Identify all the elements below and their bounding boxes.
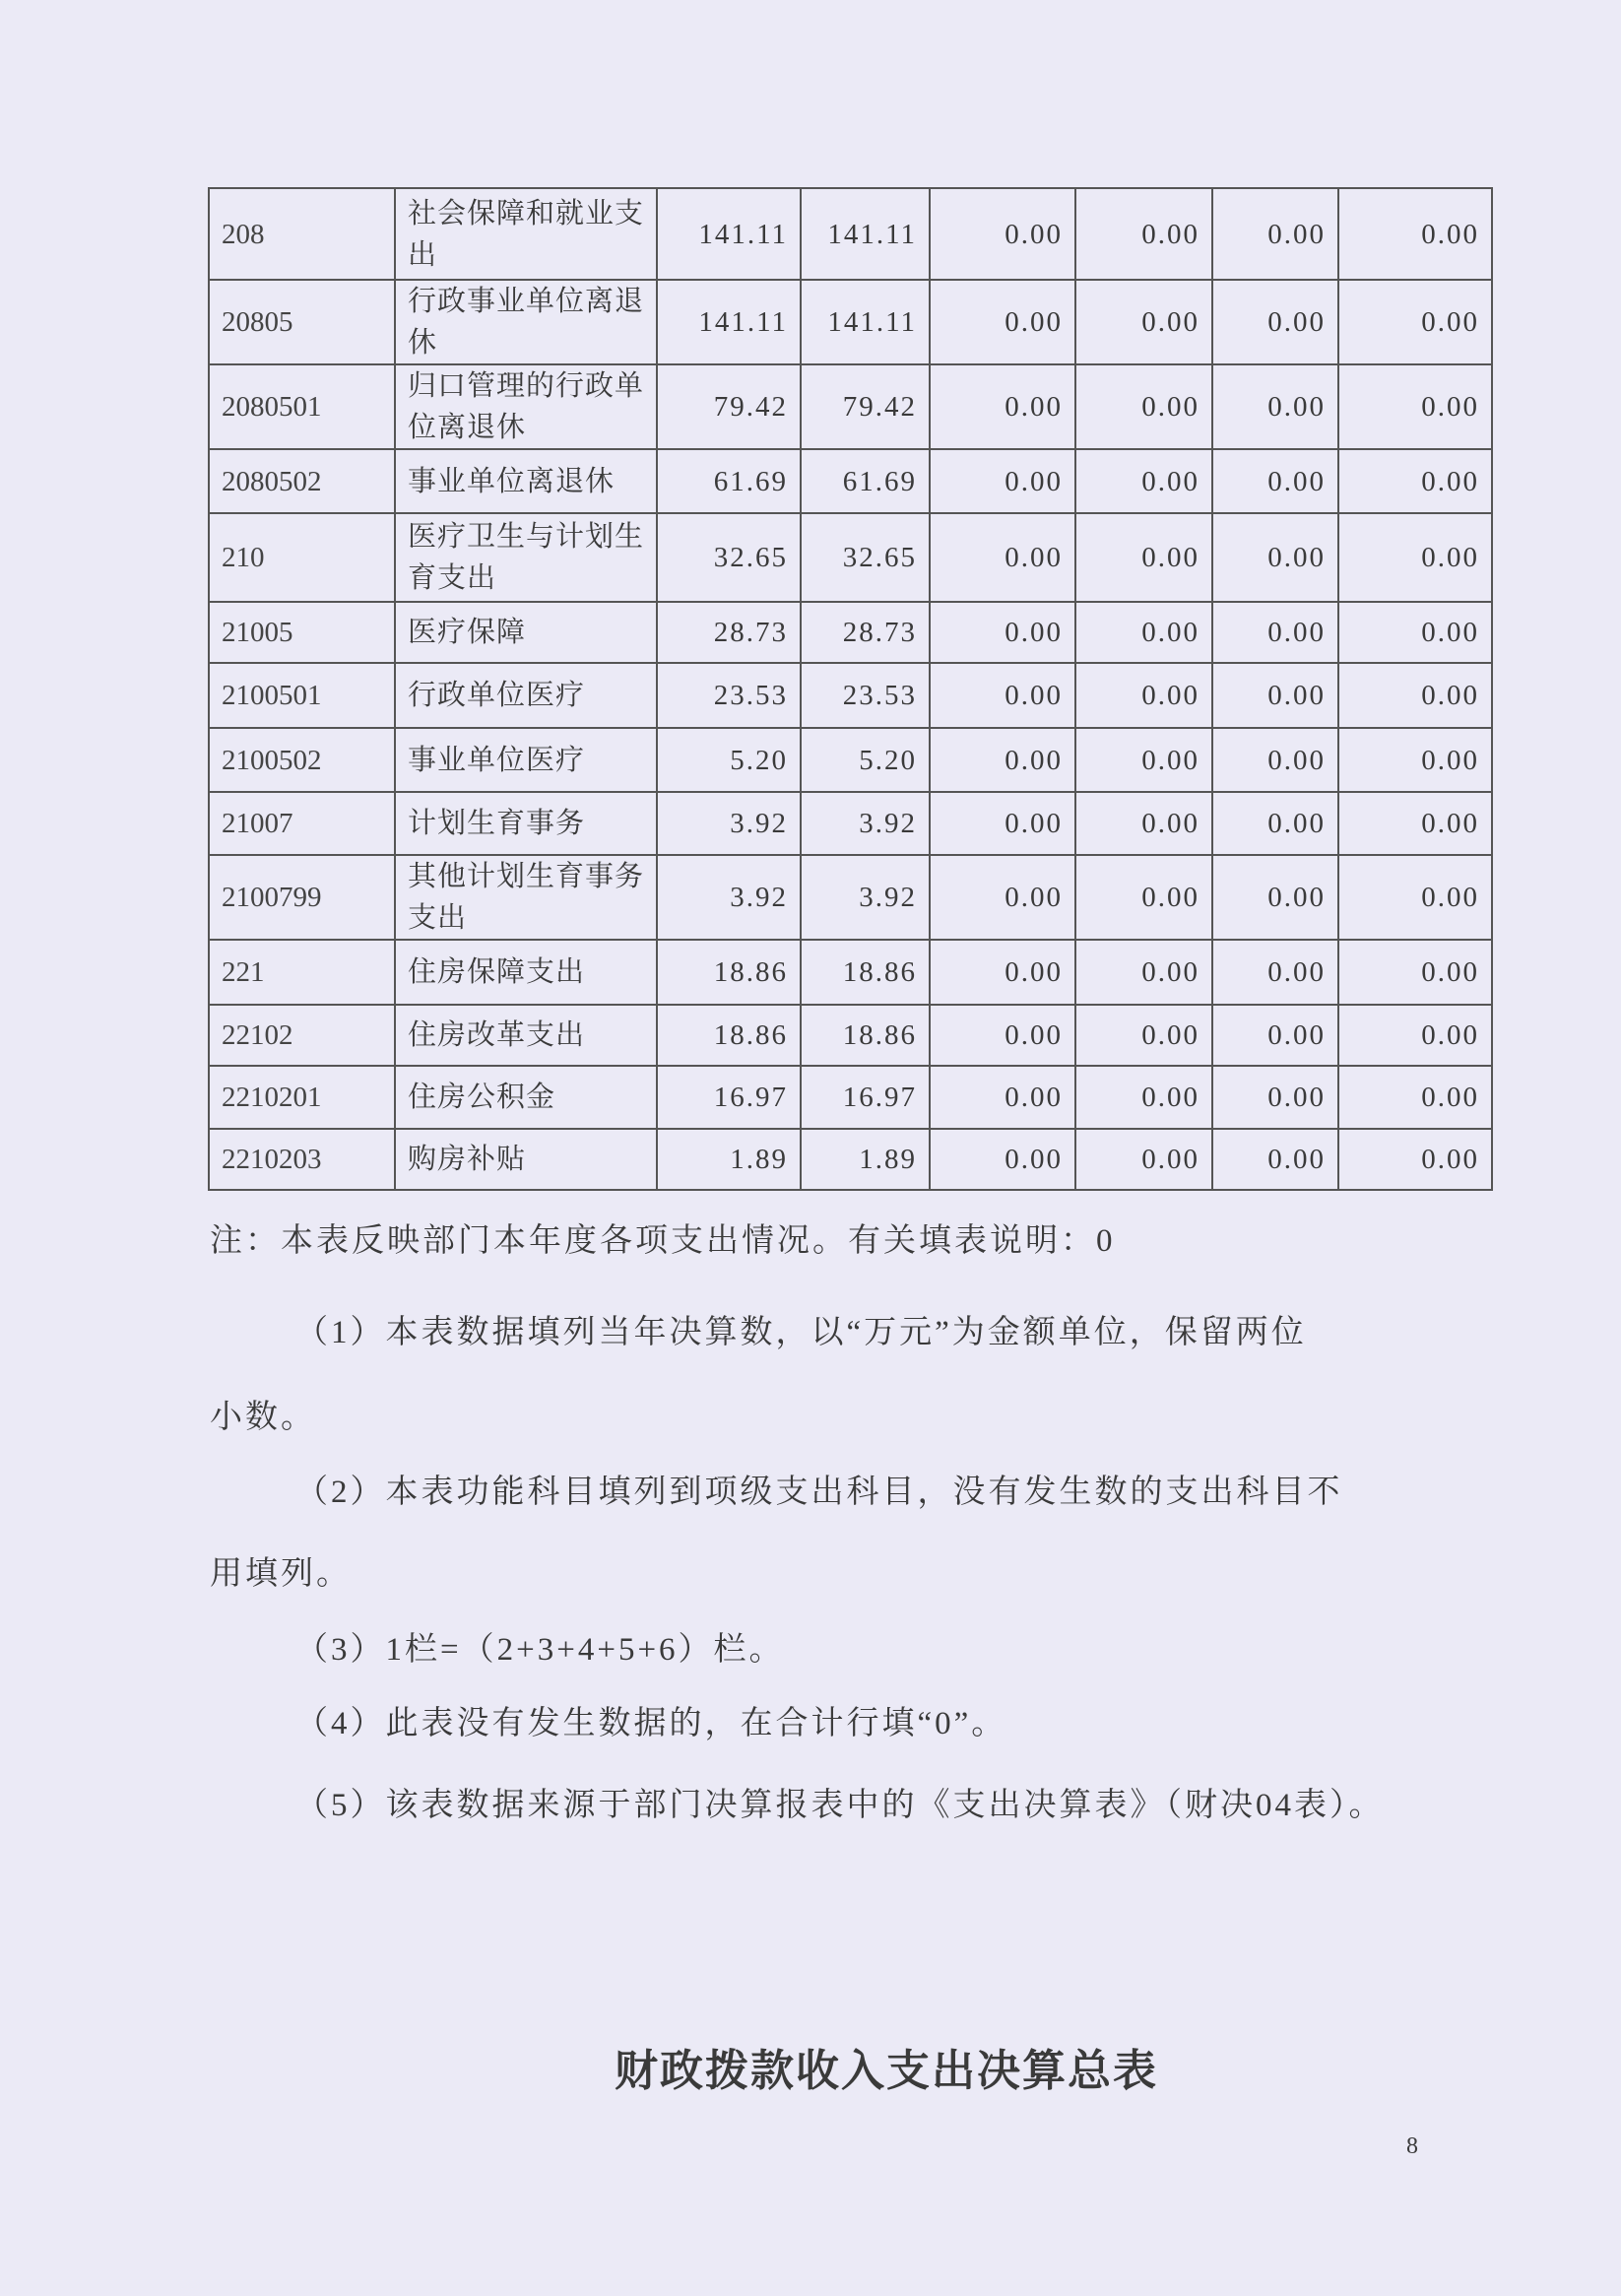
table-row — [209, 1005, 1492, 1066]
value-col-4: 0.00 — [1075, 940, 1212, 1005]
value-col-5: 0.00 — [1212, 1066, 1338, 1129]
table-row — [209, 513, 1492, 602]
value-col-3: 0.00 — [930, 188, 1075, 280]
value-col-6: 0.00 — [1338, 728, 1492, 792]
subject-name: 行政单位医疗 — [395, 663, 657, 728]
table-row — [209, 280, 1492, 364]
value-col-1: 141.11 — [657, 188, 801, 280]
note-3: （3）1栏=（2+3+4+5+6）栏。 — [295, 1632, 785, 1668]
table-row — [209, 940, 1492, 1005]
value-col-1: 18.86 — [657, 1005, 801, 1066]
value-col-6: 0.00 — [1338, 449, 1492, 513]
value-col-6: 0.00 — [1338, 663, 1492, 728]
value-col-3: 0.00 — [930, 1129, 1075, 1190]
value-col-5: 0.00 — [1212, 728, 1338, 792]
value-col-6: 0.00 — [1338, 188, 1492, 280]
value-col-3: 0.00 — [930, 728, 1075, 792]
table-row — [209, 188, 1492, 280]
value-col-1: 23.53 — [657, 663, 801, 728]
value-col-2: 1.89 — [801, 1129, 930, 1190]
subject-name: 社会保障和就业支出 — [395, 188, 657, 280]
table-row — [209, 449, 1492, 513]
subject-code: 208 — [209, 188, 395, 280]
value-col-4: 0.00 — [1075, 792, 1212, 855]
value-col-2: 18.86 — [801, 1005, 930, 1066]
value-col-1: 28.73 — [657, 602, 801, 663]
value-col-1: 1.89 — [657, 1129, 801, 1190]
value-col-1: 3.92 — [657, 855, 801, 940]
value-col-4: 0.00 — [1075, 1129, 1212, 1190]
subject-name: 行政事业单位离退休 — [395, 280, 657, 364]
value-col-3: 0.00 — [930, 602, 1075, 663]
value-col-1: 141.11 — [657, 280, 801, 364]
value-col-2: 3.92 — [801, 855, 930, 940]
value-col-5: 0.00 — [1212, 792, 1338, 855]
value-col-4: 0.00 — [1075, 855, 1212, 940]
subject-name: 购房补贴 — [395, 1129, 657, 1190]
value-col-6: 0.00 — [1338, 602, 1492, 663]
table-row — [209, 792, 1492, 855]
value-col-4: 0.00 — [1075, 188, 1212, 280]
subject-code: 21005 — [209, 602, 395, 663]
page-number: 8 — [1406, 2133, 1418, 2159]
value-col-1: 32.65 — [657, 513, 801, 602]
value-col-5: 0.00 — [1212, 663, 1338, 728]
subject-name: 其他计划生育事务支出 — [395, 855, 657, 940]
value-col-3: 0.00 — [930, 280, 1075, 364]
value-col-3: 0.00 — [930, 1005, 1075, 1066]
value-col-2: 5.20 — [801, 728, 930, 792]
value-col-3: 0.00 — [930, 449, 1075, 513]
note-intro: 注：本表反映部门本年度各项支出情况。有关填表说明：0 — [210, 1223, 1116, 1259]
subject-code: 2080501 — [209, 364, 395, 449]
table-row — [209, 1066, 1492, 1129]
value-col-6: 0.00 — [1338, 513, 1492, 602]
value-col-2: 141.11 — [801, 188, 930, 280]
table-row — [209, 364, 1492, 449]
value-col-6: 0.00 — [1338, 792, 1492, 855]
table-row — [209, 602, 1492, 663]
value-col-5: 0.00 — [1212, 940, 1338, 1005]
subject-name: 住房保障支出 — [395, 940, 657, 1005]
subject-code: 221 — [209, 940, 395, 1005]
value-col-5: 0.00 — [1212, 1005, 1338, 1066]
value-col-1: 18.86 — [657, 940, 801, 1005]
value-col-3: 0.00 — [930, 663, 1075, 728]
section-title: 财政拨款收入支出决算总表 — [615, 2047, 1158, 2095]
value-col-2: 32.65 — [801, 513, 930, 602]
value-col-5: 0.00 — [1212, 280, 1338, 364]
value-col-2: 79.42 — [801, 364, 930, 449]
value-col-4: 0.00 — [1075, 728, 1212, 792]
value-col-6: 0.00 — [1338, 1005, 1492, 1066]
subject-name: 医疗卫生与计划生育支出 — [395, 513, 657, 602]
subject-code: 2080502 — [209, 449, 395, 513]
value-col-6: 0.00 — [1338, 940, 1492, 1005]
note-4: （4）此表没有发生数据的，在合计行填“0”。 — [295, 1706, 1007, 1741]
value-col-3: 0.00 — [930, 940, 1075, 1005]
note-2-cont: 用填列。 — [210, 1556, 352, 1592]
note-5: （5）该表数据来源于部门决算报表中的《支出决算表》（财决04表）。 — [295, 1788, 1385, 1823]
value-col-5: 0.00 — [1212, 602, 1338, 663]
subject-code: 210 — [209, 513, 395, 602]
value-col-1: 5.20 — [657, 728, 801, 792]
value-col-3: 0.00 — [930, 855, 1075, 940]
subject-code: 2100501 — [209, 663, 395, 728]
expenditure-table — [208, 187, 1493, 1191]
subject-code: 2100502 — [209, 728, 395, 792]
subject-name: 住房公积金 — [395, 1066, 657, 1129]
value-col-4: 0.00 — [1075, 280, 1212, 364]
value-col-5: 0.00 — [1212, 855, 1338, 940]
value-col-5: 0.00 — [1212, 188, 1338, 280]
note-1: （1）本表数据填列当年决算数，以“万元”为金额单位，保留两位 — [295, 1315, 1307, 1350]
value-col-2: 141.11 — [801, 280, 930, 364]
value-col-2: 16.97 — [801, 1066, 930, 1129]
value-col-5: 0.00 — [1212, 513, 1338, 602]
table-row — [209, 1129, 1492, 1190]
value-col-4: 0.00 — [1075, 663, 1212, 728]
subject-code: 2210203 — [209, 1129, 395, 1190]
value-col-4: 0.00 — [1075, 1066, 1212, 1129]
value-col-3: 0.00 — [930, 1066, 1075, 1129]
value-col-6: 0.00 — [1338, 1066, 1492, 1129]
subject-code: 20805 — [209, 280, 395, 364]
value-col-6: 0.00 — [1338, 364, 1492, 449]
table-row — [209, 728, 1492, 792]
table-row — [209, 855, 1492, 940]
subject-name: 住房改革支出 — [395, 1005, 657, 1066]
value-col-4: 0.00 — [1075, 364, 1212, 449]
subject-code: 2210201 — [209, 1066, 395, 1129]
value-col-4: 0.00 — [1075, 1005, 1212, 1066]
value-col-5: 0.00 — [1212, 449, 1338, 513]
value-col-4: 0.00 — [1075, 449, 1212, 513]
value-col-1: 16.97 — [657, 1066, 801, 1129]
value-col-2: 18.86 — [801, 940, 930, 1005]
value-col-2: 23.53 — [801, 663, 930, 728]
value-col-2: 28.73 — [801, 602, 930, 663]
value-col-1: 79.42 — [657, 364, 801, 449]
value-col-3: 0.00 — [930, 364, 1075, 449]
subject-name: 医疗保障 — [395, 602, 657, 663]
table-row — [209, 663, 1492, 728]
subject-name: 归口管理的行政单位离退休 — [395, 364, 657, 449]
value-col-4: 0.00 — [1075, 513, 1212, 602]
subject-name: 事业单位医疗 — [395, 728, 657, 792]
subject-code: 22102 — [209, 1005, 395, 1066]
note-1-cont: 小数。 — [210, 1400, 316, 1435]
value-col-6: 0.00 — [1338, 280, 1492, 364]
subject-name: 事业单位离退休 — [395, 449, 657, 513]
subject-name: 计划生育事务 — [395, 792, 657, 855]
value-col-3: 0.00 — [930, 513, 1075, 602]
value-col-6: 0.00 — [1338, 855, 1492, 940]
subject-code: 21007 — [209, 792, 395, 855]
value-col-5: 0.00 — [1212, 364, 1338, 449]
value-col-6: 0.00 — [1338, 1129, 1492, 1190]
value-col-1: 3.92 — [657, 792, 801, 855]
value-col-3: 0.00 — [930, 792, 1075, 855]
note-2: （2）本表功能科目填列到项级支出科目，没有发生数的支出科目不 — [295, 1475, 1343, 1510]
value-col-4: 0.00 — [1075, 602, 1212, 663]
value-col-1: 61.69 — [657, 449, 801, 513]
subject-code: 2100799 — [209, 855, 395, 940]
value-col-5: 0.00 — [1212, 1129, 1338, 1190]
value-col-2: 3.92 — [801, 792, 930, 855]
value-col-2: 61.69 — [801, 449, 930, 513]
